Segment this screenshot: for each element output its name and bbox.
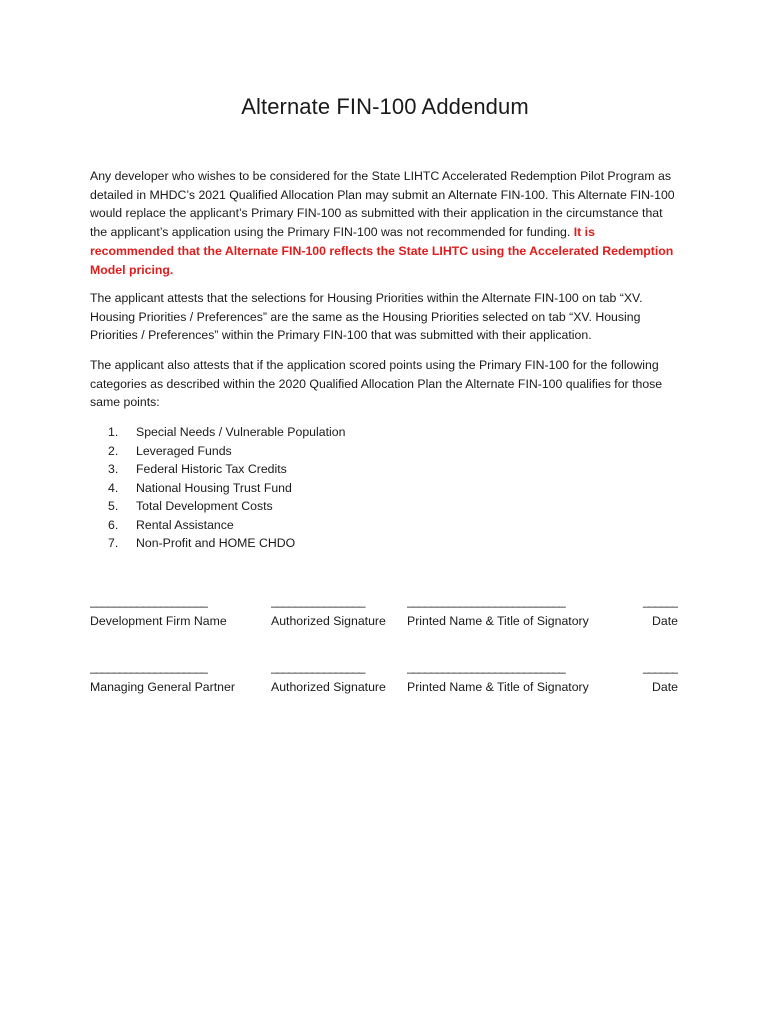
date-block <box>630 594 678 628</box>
printed-name-block <box>407 594 607 628</box>
authorized-signature-caption: Authorized Signature <box>271 614 386 628</box>
date-line[interactable]: ______ <box>642 594 678 608</box>
authorized-signature-line[interactable]: ________________ <box>271 594 365 608</box>
list-item <box>108 479 345 498</box>
list-label: Non-Profit and HOME CHDO <box>136 536 296 550</box>
list-number: 7. <box>108 536 119 550</box>
intro-text: Any developer who wishes to be considered for the State LIHTC Accelerated Redemption Pilot Program as detailed in MHDC’s 2021 Qualified Allocation Plan may submit an Alternate FIN-100. This Alternate FIN-100 would replace the applicant’s Primary FIN-100 as submitted with their application in the circumstance that the applicant’s application using the Primary FIN-100 was not recommended for funding. <box>90 169 675 240</box>
list-item <box>108 442 345 461</box>
list-number: 5. <box>108 499 119 513</box>
list-number: 3. <box>108 462 119 476</box>
date-caption: Date <box>652 614 678 628</box>
authorized-signature-line[interactable]: ________________ <box>271 660 365 674</box>
list-label: Total Development Costs <box>136 499 273 513</box>
date-caption: Date <box>652 680 678 694</box>
list-number: 6. <box>108 517 119 532</box>
partner-name-block <box>90 660 240 694</box>
list-label: Rental Assistance <box>136 517 234 532</box>
list-label: Leveraged Funds <box>136 443 232 458</box>
page-title: Alternate FIN-100 Addendum <box>241 94 529 119</box>
date-block <box>630 660 678 694</box>
list-item <box>108 516 345 535</box>
list-label: National Housing Trust Fund <box>136 480 292 495</box>
printed-name-caption: Printed Name & Title of Signatory <box>407 680 589 694</box>
list-number: 2. <box>108 443 119 458</box>
firm-name-block <box>90 594 240 628</box>
list-item <box>108 423 345 442</box>
list-number: 4. <box>108 480 119 495</box>
authorized-signature-block <box>271 660 396 694</box>
housing-priorities-attestation: The applicant attests that the selections for Housing Priorities within the Alternate FIN-100 on tab “XV. Housing Priorities / Preferences” are the same as the Housing Priorities selected on tab “XV. Housing Priorities / Preferences” within the Primary FIN-100 that was submitted with their application. <box>90 291 643 343</box>
list-item <box>108 534 345 553</box>
partner-name-caption: Managing General Partner <box>90 680 235 694</box>
printed-name-line[interactable]: ___________________________ <box>407 660 565 674</box>
intro-paragraph <box>90 167 680 279</box>
printed-name-caption: Printed Name & Title of Signatory <box>407 614 589 628</box>
printed-name-line[interactable]: ___________________________ <box>407 594 565 608</box>
firm-name-caption: Development Firm Name <box>90 614 227 628</box>
list-label: Special Needs / Vulnerable Population <box>136 425 346 439</box>
list-label: Federal Historic Tax Credits <box>136 462 287 476</box>
list-item <box>108 460 345 479</box>
points-attestation: The applicant also attests that if the application scored points using the Primary FIN-100 for the following categories as described within the 2020 Qualified Allocation Plan the Alternate FIN-100 qualifies for those same points: <box>90 358 663 410</box>
list-item <box>108 497 345 516</box>
printed-name-block <box>407 660 607 694</box>
firm-name-line[interactable]: ____________________ <box>90 594 207 608</box>
list-number: 1. <box>108 425 119 439</box>
authorized-signature-caption: Authorized Signature <box>271 680 386 694</box>
date-line[interactable]: ______ <box>642 660 678 674</box>
pricing-recommendation: It is recommended that the Alternate FIN-100 reflects the State LIHTC using the Accelerated Redemption Model pricing. <box>90 225 674 277</box>
partner-name-line[interactable]: ____________________ <box>90 660 207 674</box>
category-list <box>108 423 345 553</box>
authorized-signature-block <box>271 594 396 628</box>
